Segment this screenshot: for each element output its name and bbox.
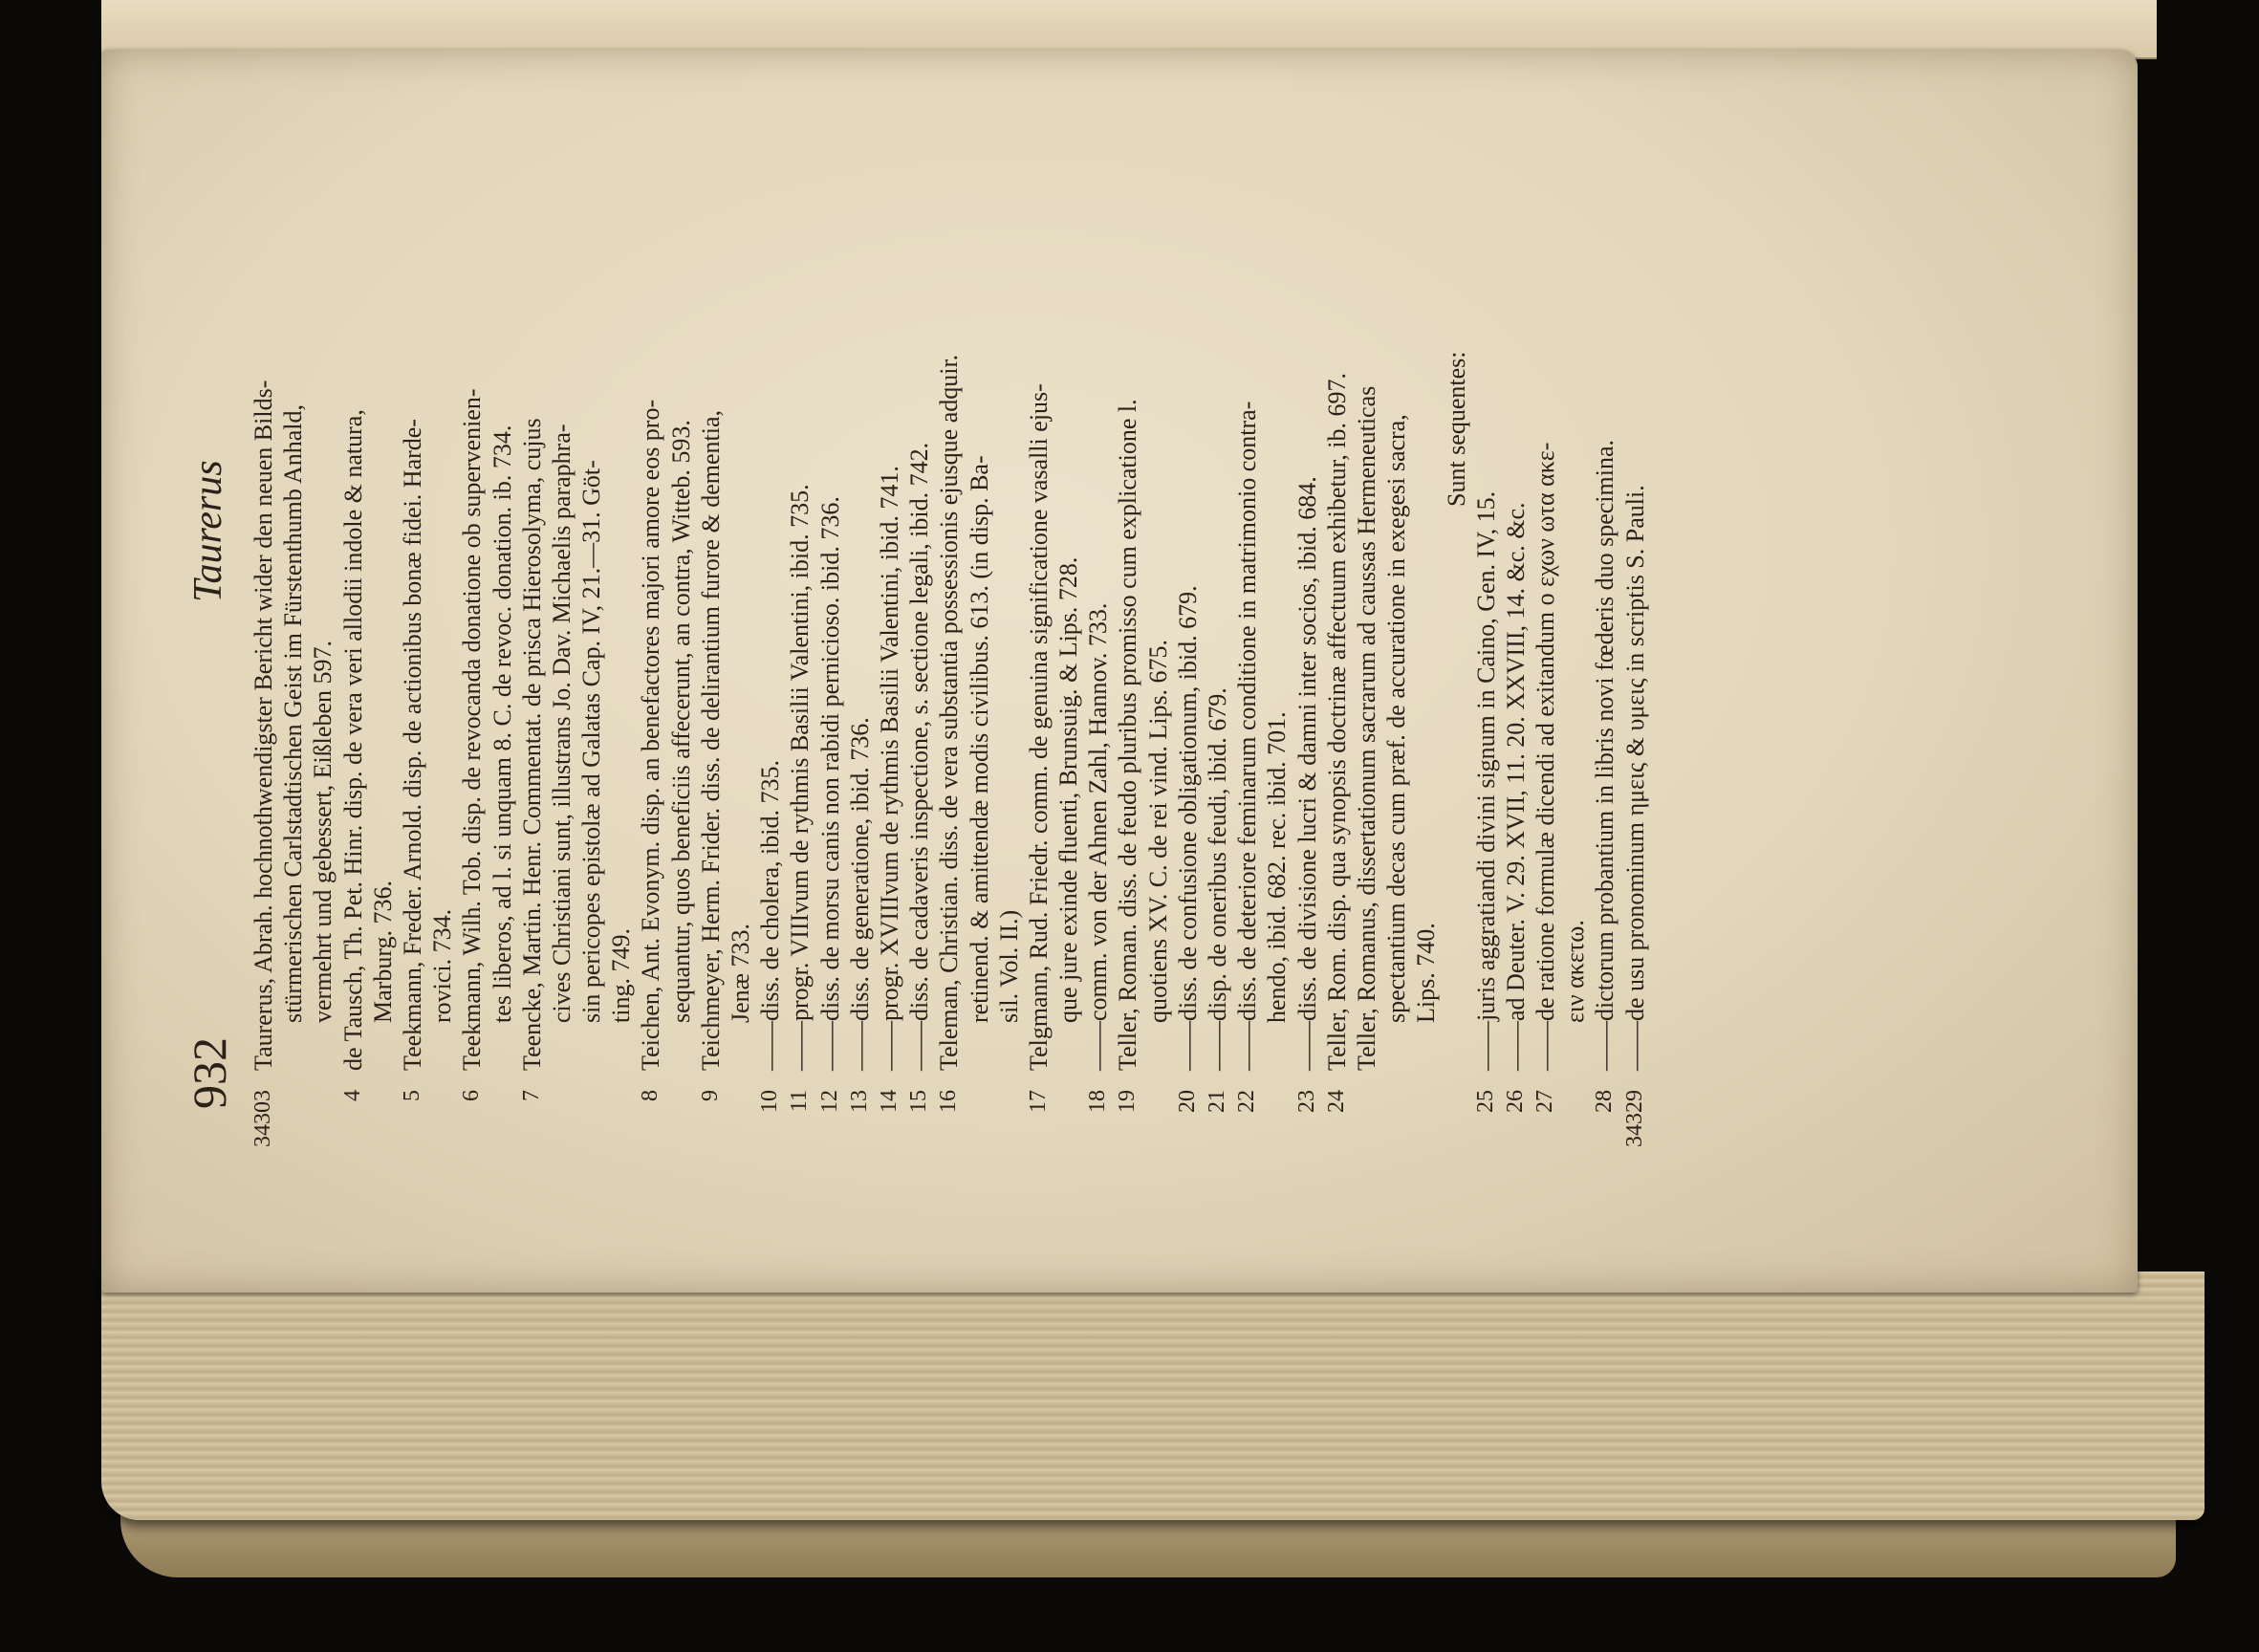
entry-text: Marburg. 736.: [368, 880, 397, 1023]
entry-text: cives Christiani sunt, illustrans Jo. Dav. Michaelis paraphra-: [547, 424, 576, 1023]
entry-text: Jenæ 733.: [727, 924, 754, 1023]
entry-text: Teller, Rom. disp. qua synopsis doctrinæ affectuum exhibetur, ib. 697.: [1322, 372, 1351, 1071]
catalog-line: [666, 67, 696, 1176]
entry-text: ——comm. von der Ahnen Zahl, Hannov. 733.: [1084, 602, 1113, 1071]
entry-number: 4: [339, 1090, 365, 1101]
entry-text: ——progr. XVIIIvum de rythmis Basilii Valentini, ibid. 741.: [875, 466, 903, 1071]
catalog-line: [547, 67, 576, 1176]
catalog-line: [1113, 67, 1142, 1176]
catalog-line: [1590, 67, 1619, 1176]
catalog-line: [1531, 67, 1560, 1176]
entry-number: 5: [399, 1090, 424, 1101]
page-text-block: [182, 67, 2036, 1176]
catalog-line: [338, 67, 368, 1176]
entry-text: retinend. & amittendæ modis civilibus. 613. (in disp. Ba-: [965, 455, 993, 1023]
catalog-line: [606, 67, 636, 1176]
entry-text: Teekmann, Wilh. Tob. disp. de revocanda donatione ob supervenien-: [458, 388, 487, 1071]
catalog-line: [1352, 67, 1381, 1176]
catalog-line: [815, 67, 845, 1176]
entry-text: rovici. 734.: [428, 908, 457, 1023]
catalog-line: [845, 67, 875, 1176]
entry-number: 9: [697, 1090, 723, 1101]
entry-text: ——diss. de divisione lucri & damni inter socios, ibid. 684.: [1292, 476, 1321, 1071]
entry-number: 14: [876, 1090, 901, 1113]
catalog-line: [934, 67, 964, 1176]
catalog-line: [1083, 67, 1113, 1176]
catalog-line: [576, 67, 606, 1176]
entry-text: tes liberos, ad l. si unquam 8. C. de revoc. donation. ib. 734.: [488, 424, 516, 1023]
entry-text: stürmerischen Carlstadtischen Geist im Fürstenthumb Anhald,: [279, 403, 308, 1023]
entry-number: 34329: [1621, 1090, 1647, 1147]
catalog-line: [636, 67, 665, 1176]
entry-text: ——ad Deuter. V. 29. XVII, 11. 20. XXVIII, 14. &c. &c.: [1501, 502, 1530, 1071]
catalog-line: [726, 67, 755, 1176]
entry-number: 13: [846, 1090, 872, 1113]
entry-number: 26: [1502, 1090, 1528, 1113]
catalog-line: [427, 67, 457, 1176]
catalog-line: [1232, 67, 1262, 1176]
entry-number: 7: [518, 1090, 544, 1101]
entry-text: ——juris aggratiandi divini signum in Caino, Gen. IV, 15.: [1471, 490, 1500, 1071]
entry-text: Teller, Romanus, dissertationum sacrarum ad caussas Hermeneuticas: [1352, 385, 1380, 1071]
entry-text: sequantur, quos beneficiis affecerunt, an contra, Witteb. 593.: [666, 420, 695, 1023]
entry-text: ——progr. VIIIvum de rythmis Basilii Valentini, ibid. 735.: [786, 484, 815, 1071]
catalog-line: [994, 67, 1024, 1176]
entry-text: Lips. 740.: [1412, 923, 1441, 1023]
entry-text: ——disp. de oneribus feudi, ibid. 679.: [1204, 687, 1231, 1071]
catalog-line: [1381, 67, 1411, 1176]
entry-number: 12: [816, 1090, 842, 1113]
entry-text: ting. 749.: [607, 928, 636, 1023]
entry-text: ——dictorum probantium in libris novi fœderis duo specimina.: [1591, 439, 1619, 1071]
entry-text: ——diss. de generatione, ibid. 736.: [845, 717, 874, 1071]
catalog-line: [1442, 67, 1471, 1176]
running-head-left: Taurerus: [186, 460, 230, 602]
catalog-entries: [249, 67, 1650, 1176]
catalog-line: [517, 67, 547, 1176]
entry-number: 10: [757, 1090, 783, 1113]
entry-text: de Tausch, Th. Pet. Hinr. disp. de vera veri allodii indole & natura,: [338, 409, 367, 1071]
entry-text: ——diss. de morsu canis non rabidi pernicioso. ibid. 736.: [815, 496, 844, 1071]
entry-text: Teencke, Martin. Henr. Commentat. de prisca Hierosolyma, cujus: [517, 418, 546, 1071]
catalog-line: [1143, 67, 1173, 1176]
catalog-line: [488, 67, 517, 1176]
entry-text: Teller, Roman. diss. de feudo pluribus promisso cum explicatione l.: [1114, 399, 1142, 1071]
entry-number: 17: [1025, 1090, 1051, 1113]
entry-text: hendo, ibid. 682. rec. ibid. 701.: [1263, 711, 1292, 1023]
entry-number: 6: [459, 1090, 485, 1101]
entry-text: Taurerus, Abrah. hochnothwendigster Bericht wider den neuen Bilds-: [250, 380, 277, 1071]
entry-text: ——diss. de deteriore feminarum conditione in matrimonio contra-: [1233, 401, 1262, 1071]
catalog-line: [965, 67, 994, 1176]
entry-number: 18: [1085, 1090, 1111, 1113]
page-edges: [101, 1272, 2205, 1520]
catalog-line: [875, 67, 904, 1176]
entry-text: Teleman, Christian. diss. de vera substantia possessionis ejusque adquir.: [935, 354, 964, 1071]
entry-text: Teekmann, Freder. Arnold. disp. de actionibus bonæ fidei. Harde-: [398, 419, 426, 1071]
catalog-line: [1053, 67, 1083, 1176]
entry-number: 23: [1293, 1090, 1319, 1113]
entry-text: vermehrt und gebessert, Eißleben 597.: [309, 641, 337, 1023]
entry-number: 19: [1115, 1090, 1140, 1113]
catalog-line: [1292, 67, 1322, 1176]
entry-number: 25: [1472, 1090, 1498, 1113]
entry-number: 24: [1323, 1090, 1349, 1113]
catalog-line: [398, 67, 427, 1176]
page-header: [182, 67, 249, 1176]
entry-text: sin pericopes epistolæ ad Galatas Cap. IV, 21.—31. Göt-: [577, 460, 606, 1023]
entry-text: ——diss. de cadaveris inspectione, s. sectione legali, ibid. 742.: [905, 442, 934, 1071]
catalog-line: [308, 67, 337, 1176]
entry-text: quotiens XV. C. de rei vind. Lips. 675.: [1143, 639, 1172, 1023]
page-number: 932: [183, 1037, 236, 1109]
entry-text: spectantium decas cum præf. de accuratione in exegesi sacra,: [1382, 414, 1411, 1023]
entry-text: ——diss. de confusione obligationum, ibid. 679.: [1173, 585, 1202, 1071]
catalog-line: [1262, 67, 1292, 1176]
entry-number: 15: [906, 1090, 932, 1113]
catalog-line: [457, 67, 487, 1176]
entry-number: 20: [1174, 1090, 1200, 1113]
entry-text: ——diss. de cholera, ibid. 735.: [756, 760, 785, 1071]
catalog-line: [368, 67, 398, 1176]
catalog-line: [1560, 67, 1590, 1176]
catalog-line: [785, 67, 815, 1176]
catalog-line: [1322, 67, 1352, 1176]
entry-text: Sunt sequentes:: [1442, 351, 1470, 507]
entry-text: Teichen, Ant. Evonym. disp. an benefactores majori amore eos pro-: [637, 399, 665, 1071]
entry-text: ——de usu pronominum ημεις & υμεις in scriptis S. Pauli.: [1620, 485, 1649, 1071]
entry-number: 27: [1532, 1090, 1558, 1113]
catalog-line: [278, 67, 308, 1176]
catalog-line: [1024, 67, 1053, 1176]
entry-number: 34303: [250, 1090, 275, 1147]
entry-text: que jure exinde fluenti, Brunsuig. & Lips. 728.: [1054, 556, 1083, 1023]
catalog-line: [1411, 67, 1441, 1176]
catalog-line: [1501, 67, 1531, 1176]
catalog-line: [1173, 67, 1203, 1176]
entry-number: 8: [638, 1090, 663, 1101]
catalog-line: [1471, 67, 1501, 1176]
catalog-line: [696, 67, 726, 1176]
entry-number: 28: [1592, 1090, 1618, 1113]
entry-text: Teichmeyer, Herm. Frider. diss. de delirantium furore & dementia,: [696, 410, 725, 1071]
entry-text: ——de ratione formulæ dicendi ad exitandum ο εχων ωτα ακε-: [1531, 442, 1560, 1071]
catalog-line: [1203, 67, 1232, 1176]
entry-text: ειν ακετω.: [1561, 920, 1590, 1023]
entry-text: sil. Vol. II.): [994, 909, 1023, 1023]
catchword-row: [1650, 67, 1688, 1176]
entry-text: Telgmann, Rud. Friedr. comm. de genuina significatione vasalli ejus-: [1024, 383, 1053, 1071]
entry-number: 22: [1234, 1090, 1260, 1113]
entry-number: 16: [936, 1090, 962, 1113]
entry-number: 21: [1205, 1090, 1229, 1113]
catalog-line: [249, 67, 278, 1176]
catalog-line: [904, 67, 934, 1176]
entry-number: 11: [787, 1090, 813, 1113]
catalog-line: [1620, 67, 1650, 1176]
catalog-line: [755, 67, 785, 1176]
